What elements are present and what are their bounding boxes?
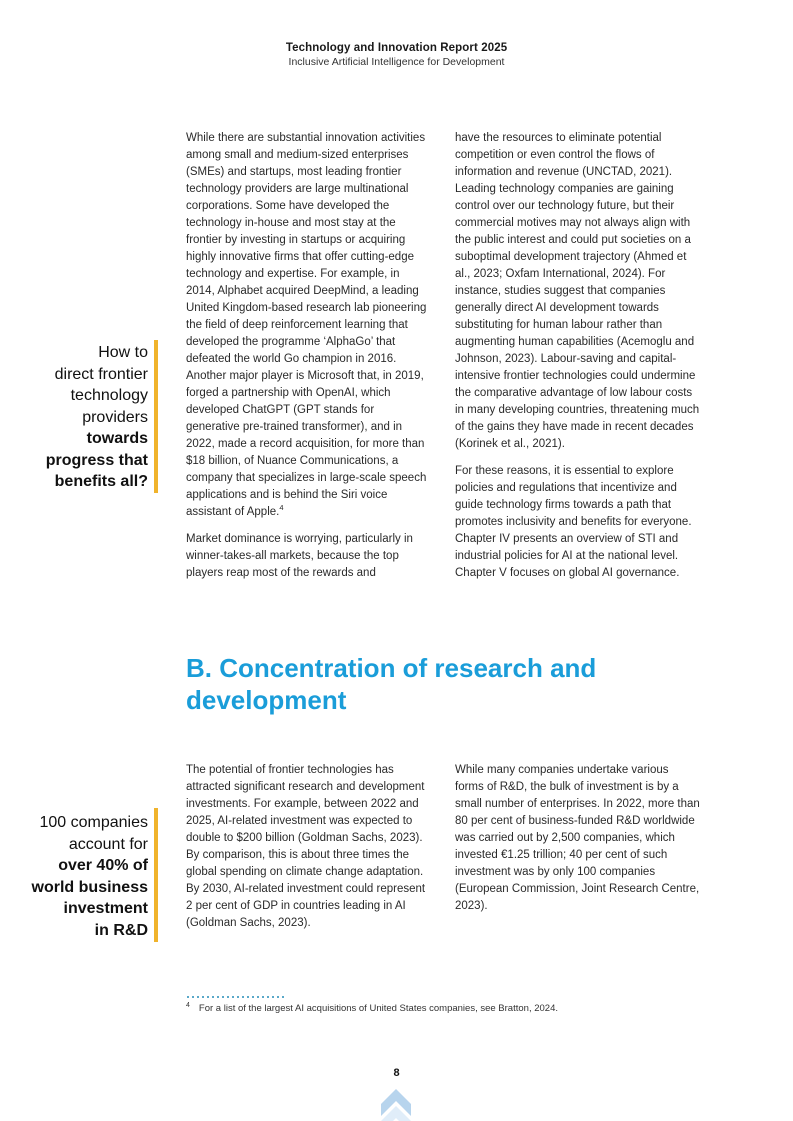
callout-accent-bar bbox=[154, 340, 158, 493]
callout-line: progress that bbox=[45, 451, 148, 469]
paragraph: While many companies undertake various forms of R&D, the bulk of investment is by a small number of enterprises. In 2022, more than 80 per cent of business-funded R&D worldwide was carried out by 2,500 companies, which invested €1.25 trillion; 40 per cent of such investment was by only 100 companies (European Commission, Joint Research Centre, 2023). bbox=[455, 764, 700, 912]
text-column-left bbox=[186, 130, 431, 592]
footnote-divider bbox=[187, 996, 284, 999]
margin-callout-frontier bbox=[0, 342, 148, 493]
paragraph-text: While there are substantial innovation activities among small and medium-sized enterprises (SMEs) and startups, most leading frontier technology providers are large multinational corporations. Some have developed the technology in-house and most stay at the frontier by investing in startups or acquiring highly innovative firms that offer cutting-edge technology and expertise. For example, in 2014, Alphabet acquired DeepMind, a leading United Kingdom-based research lab pioneering the field of deep reinforcement learning that developed the programme ‘AlphaGo’ that defeated the world Go champion in 2016. Another major player is Microsoft that, in 2019, forged a partnership with OpenAI, which developed ChatGPT (GPT stands for generative pre-trained transformer), and in 2022, made a record acquisition, for more than $18 billion, of Nuance Communications, a company that specializes in large-scale speech applications and is behind the Siri voice assistant of Apple. bbox=[186, 132, 427, 518]
callout-line: world business bbox=[31, 878, 148, 896]
footnote bbox=[186, 1003, 666, 1014]
callout-line: providers bbox=[82, 408, 148, 426]
report-subtitle: Inclusive Artificial Intelligence for Development bbox=[288, 56, 505, 68]
text-column-right bbox=[455, 130, 700, 592]
callout-line: technology bbox=[70, 387, 148, 404]
callout-line: How to bbox=[98, 344, 148, 361]
callout-line: account for bbox=[68, 835, 148, 853]
paragraph: The potential of frontier technologies has attracted significant research and development investments. For example, between 2022 and 2025, AI-related investment was expected to double to $200 billion (Goldman Sachs, 2023). By comparison, this is about three times the global spending on climate change adaptation. By 2030, AI-related investment could represent 2 per cent of GDP in countries leading in AI (Goldman Sachs, 2023). bbox=[186, 764, 426, 929]
paragraph: have the resources to eliminate potential competition or even control the flows of information and revenue (UNCTAD, 2021). Leading technology companies are gaining control over our technology future, but their commercial motives may not always align with the public interest and could put societies on a suboptimal development trajectory (Ahmed et al., 2023; Oxfam International, 2024). For instance, studies suggest that companies generally direct AI development towards substituting for human labour rather than augmenting human capabilities (Acemoglu and Johnson, 2023). Labour-saving and capital-intensive frontier technologies could undermine the comparative advantage of low labour costs in many developing countries, threatening much of the gains they have made in recent decades (Korinek et al., 2021). bbox=[455, 132, 700, 450]
callout-accent-bar bbox=[154, 808, 158, 942]
footnote-text: For a list of the largest AI acquisitions of United States companies, see Bratton, 2024. bbox=[198, 1003, 558, 1014]
callout-line: investment bbox=[63, 900, 148, 917]
paragraph: For these reasons, it is essential to explore policies and regulations that incentivize and guide technology firms towards a path that promotes inclusivity and benefits for everyone. Chapter IV presents an overview of STI and industrial policies for AI at the national level. Chapter V focuses on global AI governance. bbox=[455, 465, 692, 579]
margin-callout-rnd bbox=[0, 812, 148, 941]
chevron-logo-icon bbox=[381, 1089, 411, 1121]
section-heading-b: B. Concentration of research and development bbox=[186, 653, 597, 715]
callout-line: in R&D bbox=[94, 921, 148, 939]
callout-line: 100 companies bbox=[39, 814, 148, 831]
paragraph: Market dominance is worrying, particularly in winner-takes-all markets, because the top players reap most of the rewards and bbox=[186, 533, 413, 579]
callout-line: towards bbox=[86, 430, 148, 447]
footnote-ref: 4 bbox=[279, 503, 284, 513]
paragraph bbox=[186, 130, 431, 521]
footnote-marker: 4 bbox=[186, 1001, 190, 1009]
text-column-right bbox=[455, 762, 700, 925]
page-number: 8 bbox=[393, 1067, 400, 1079]
callout-line: direct frontier bbox=[54, 365, 148, 383]
text-column-left bbox=[186, 762, 431, 942]
page-header bbox=[0, 42, 793, 68]
callout-line: benefits all? bbox=[54, 473, 148, 490]
report-title: Technology and Innovation Report 2025 bbox=[285, 42, 508, 54]
callout-line: over 40% of bbox=[58, 857, 148, 874]
